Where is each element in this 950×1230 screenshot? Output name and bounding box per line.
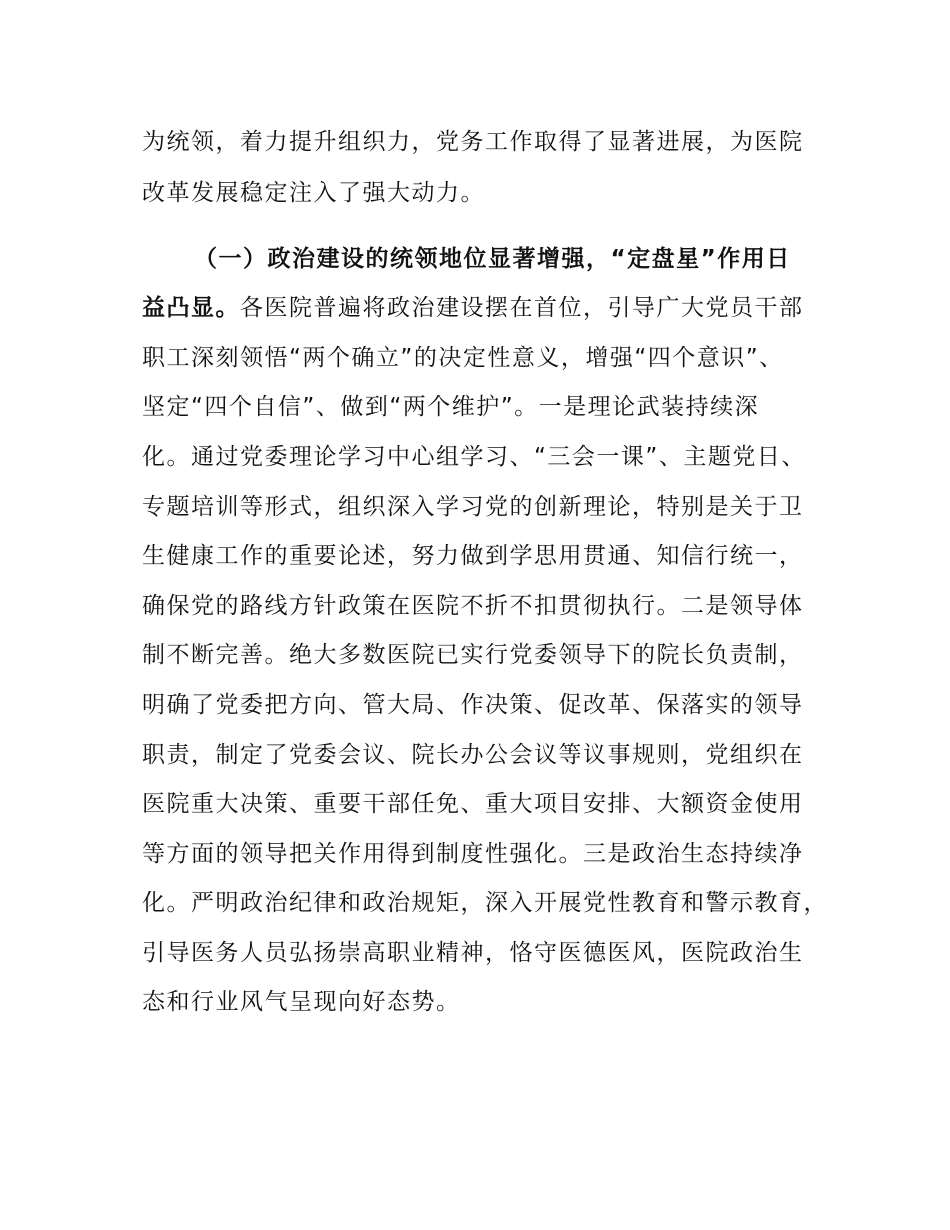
paragraph-line: 引导医务人员弘扬崇高职业精神，恪守医德医风，医院政治生 — [142, 940, 804, 966]
paragraph-line: 态和行业风气呈现向好态势。 — [142, 989, 461, 1015]
heading-continuation-line — [142, 293, 804, 323]
paragraph-line: 生健康工作的重要论述，努力做到学思用贯通、知信行统一， — [142, 543, 804, 569]
paragraph-line: 制不断完善。绝大多数医院已实行党委领导下的院长负责制， — [142, 642, 804, 668]
paragraph-line: 改革发展稳定注入了强大动力。 — [142, 180, 485, 206]
paragraph-text: 各医院普遍将政治建设摆在首位，引导广大党员干部 — [240, 295, 804, 321]
paragraph-line: 确保党的路线方针政策在医院不折不扣贯彻执行。二是领导体 — [142, 593, 804, 619]
paragraph-line: 专题培训等形式，组织深入学习党的创新理论，特别是关于卫 — [142, 494, 804, 520]
paragraph-line: 等方面的领导把关作用得到制度性强化。三是政治生态持续净 — [142, 841, 804, 867]
section-heading-end: 益凸显。 — [142, 295, 240, 321]
paragraph-line: 职责，制定了党委会议、院长办公会议等议事规则，党组织在 — [142, 742, 804, 768]
paragraph-line: 化。严明政治纪律和政治规矩，深入开展党性教育和警示教育， — [142, 890, 828, 916]
paragraph-line: 为统领，着力提升组织力，党务工作取得了显著进展，为医院 — [142, 129, 804, 155]
section-heading: （一）政治建设的统领地位显著增强，“定盘星”作用日 — [194, 246, 791, 272]
paragraph-line: 医院重大决策、重要干部任免、重大项目安排、大额资金使用 — [142, 791, 804, 817]
paragraph-line: 明确了党委把方向、管大局、作决策、促改革、保落实的领导 — [142, 692, 804, 718]
paragraph-line: 职工深刻领悟“两个确立”的决定性意义，增强“四个意识”、 — [142, 345, 784, 371]
paragraph-line: 坚定“四个自信”、做到“两个维护”。一是理论武装持续深 — [142, 394, 760, 420]
paragraph-line: 化。通过党委理论学习中心组学习、“三会一课”、主题党日、 — [142, 444, 806, 470]
